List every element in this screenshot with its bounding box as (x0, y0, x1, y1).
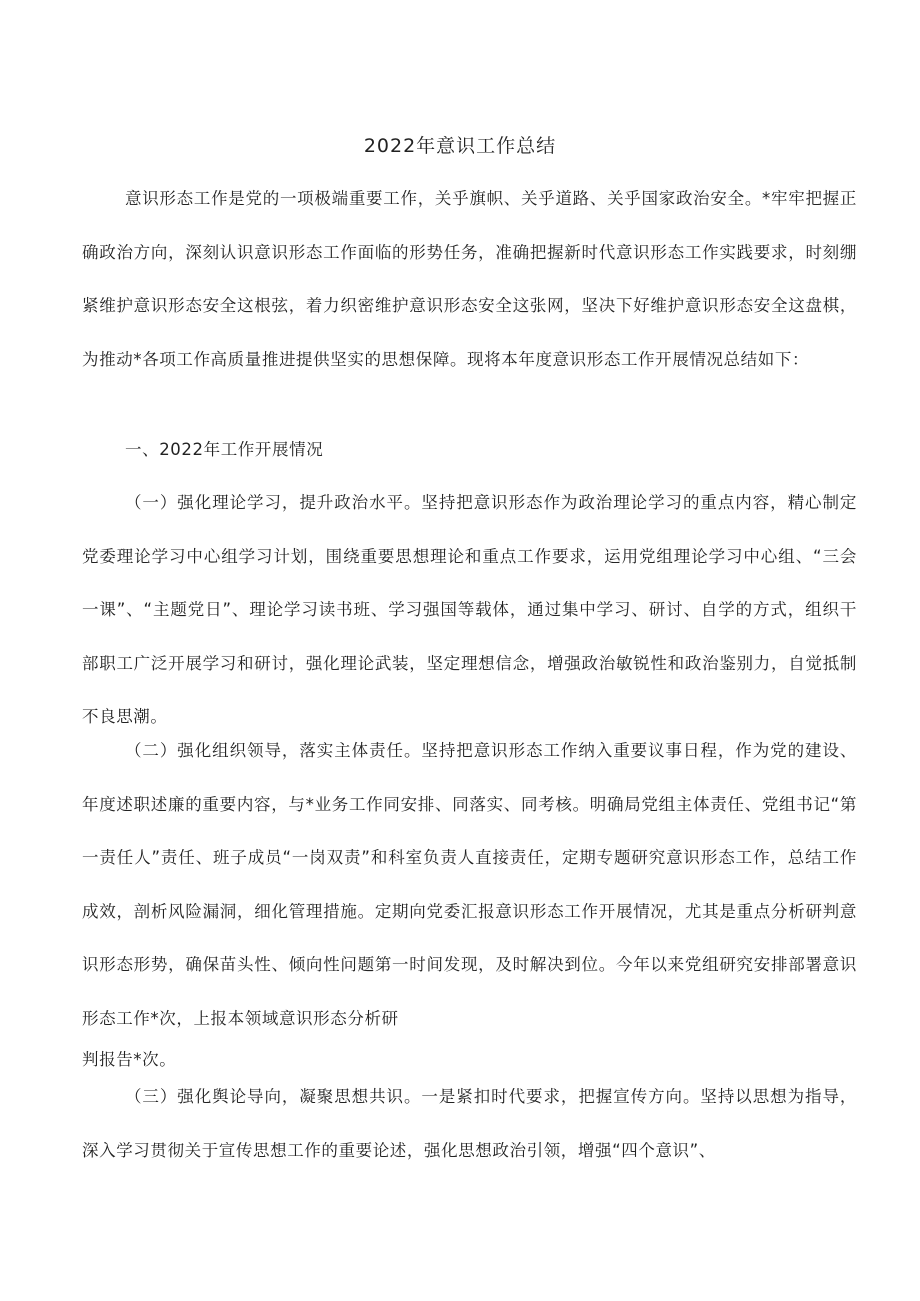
paragraph-item-2-tail: 判报告*次。 (82, 1050, 177, 1069)
document-title: 2022年意识工作总结 (363, 135, 557, 157)
section-heading: 一、2022年工作开展情况 (125, 440, 324, 459)
paragraph-item-3: （三）强化舆论导向，凝聚思想共识。一是紧扣时代要求，把握宣传方向。坚持以思想为指导，深入学习贯彻关于宣传思想工作的重要论述，强化思想政治引领，增强“四个意识”、 (82, 1087, 857, 1160)
intro-paragraph: 意识形态工作是党的一项极端重要工作，关乎旗帜、关乎道路、关乎国家政治安全。*牢牢把握正确政治方向，深刻认识意识形态工作面临的形势任务，准确把握新时代意识形态工作实践要求，时刻绷紧维护意识形态安全这根弦，着力织密维护意识形态安全这张网，坚决下好维护意识形态安全这盘棋，为推动*各项工作高质量推进提供坚实的思想保障。现将本年度意识形态工作开展情况总结如下： (82, 189, 857, 369)
paragraph-item-2 (82, 724, 857, 1075)
paragraph-item-1: （一）强化理论学习，提升政治水平。坚持把意识形态作为政治理论学习的重点内容，精心制定党委理论学习中心组学习计划，围绕重要思想理论和重点工作要求，运用党组理论学习中心组、“三会一课”、“主题党日”、理论学习读书班、学习强国等载体，通过集中学习、研讨、自学的方式，组织干部职工广泛开展学习和研讨，强化理论武装，坚定理想信念，增强政治敏锐性和政治鉴别力，自觉抵制不良思潮。 (82, 493, 857, 726)
paragraph-item-2-main: （二）强化组织领导，落实主体责任。坚持把意识形态工作纳入重要议事日程，作为党的建设、年度述职述廉的重要内容，与*业务工作同安排、同落实、同考核。明确局党组主体责任、党组书记“第一责任人”责任、班子成员“一岗双责”和科室负责人直接责任，定期专题研究意识形态工作，总结工作成效，剖析风险漏洞，细化管理措施。定期向党委汇报意识形态工作开展情况，尤其是重点分析研判意识形态形势，确保苗头性、倾向性问题第一时间发现，及时解决到位。今年以来党组研究安排部署意识形态工作*次，上报本领域意识形态分析研 (82, 741, 857, 1028)
